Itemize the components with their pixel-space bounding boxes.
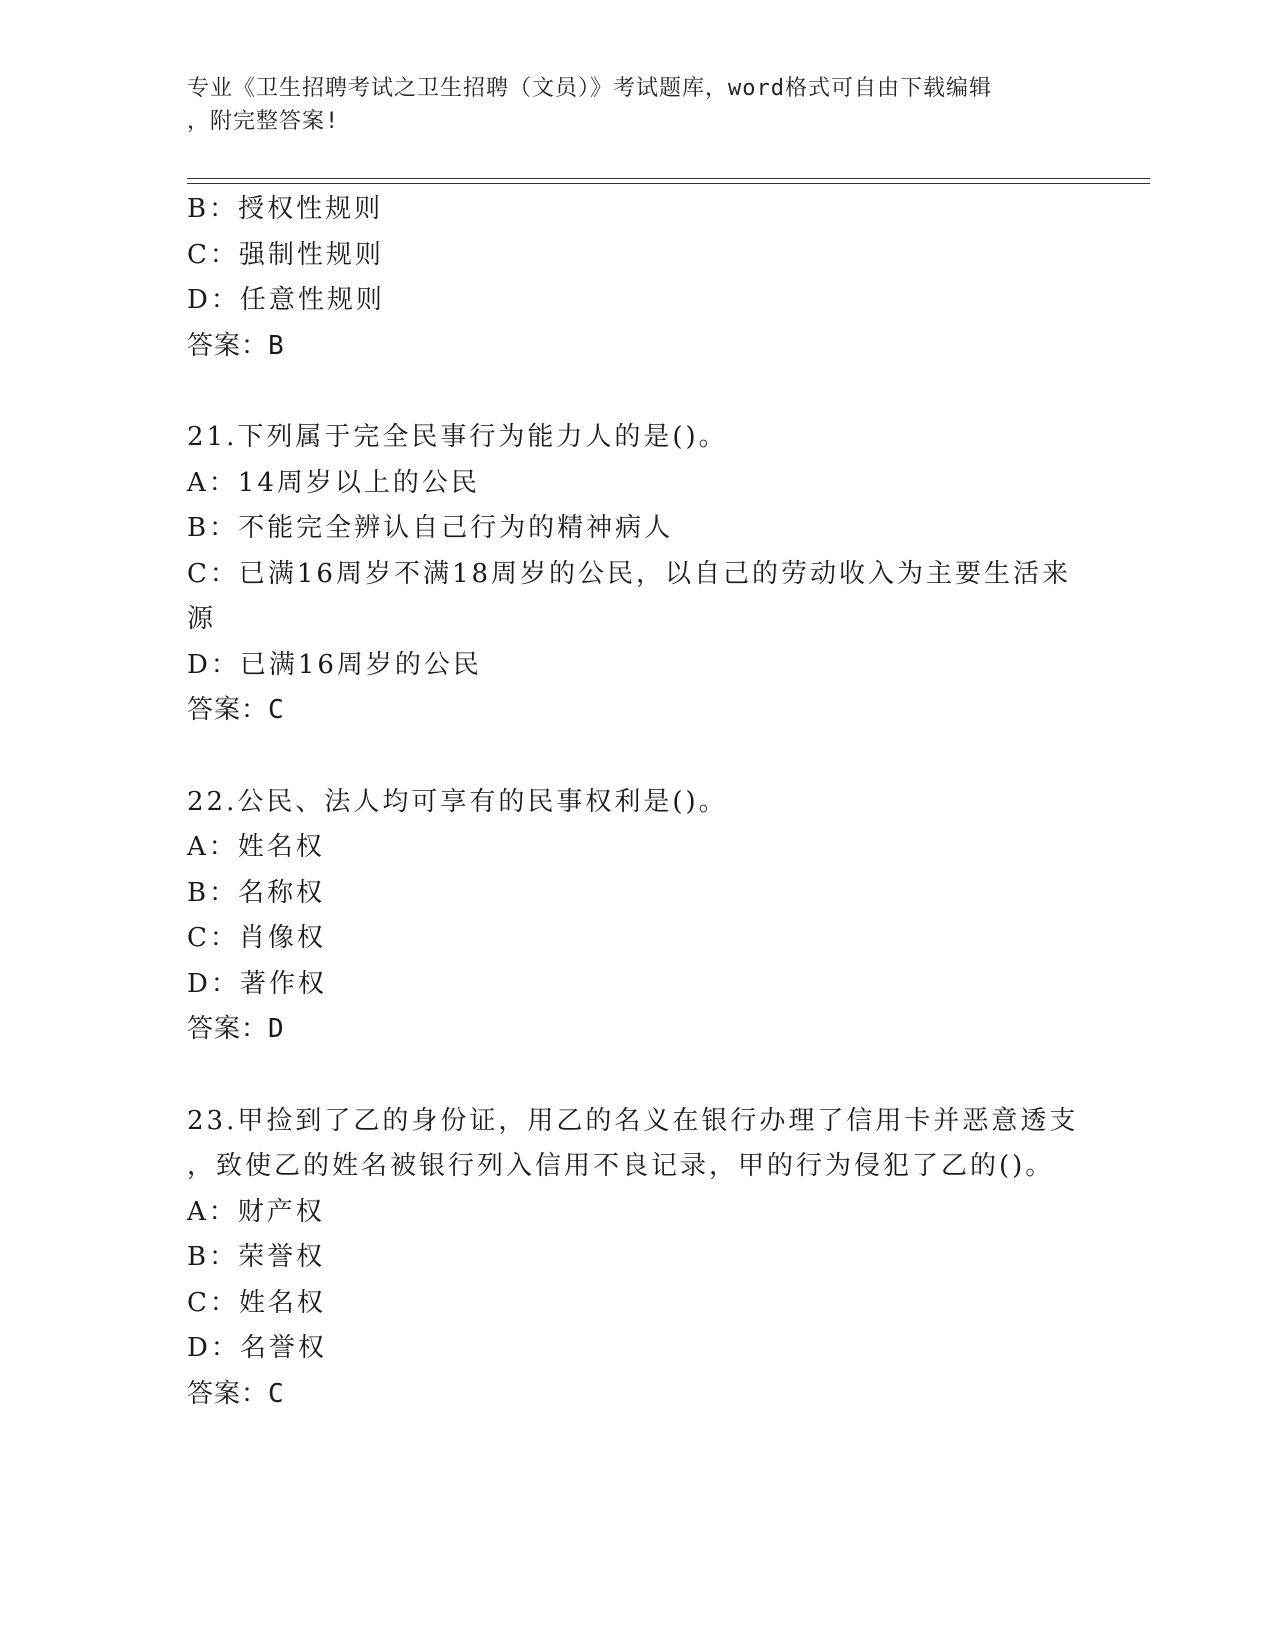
option-d: D：著作权 bbox=[187, 968, 327, 999]
option-c: C：姓名权 bbox=[187, 1287, 326, 1318]
question-stem: 22.公民、法人均可享有的民事权利是()。 bbox=[187, 786, 728, 817]
option-c-continuation: 源 bbox=[187, 604, 217, 634]
answer-line: 答案：C bbox=[187, 1378, 285, 1409]
question-block-prev bbox=[187, 187, 1087, 369]
option-a: A：14周岁以上的公民 bbox=[187, 467, 480, 498]
option-d: D：名誉权 bbox=[187, 1333, 327, 1363]
question-spacer bbox=[187, 734, 1087, 780]
question-block-21 bbox=[187, 415, 1087, 734]
question-list bbox=[187, 187, 1087, 1417]
header-divider-top bbox=[187, 178, 1150, 179]
option-b: B：不能完全辨认自己行为的精神病人 bbox=[187, 513, 674, 543]
answer-line: 答案：B bbox=[187, 330, 285, 361]
document-header bbox=[187, 72, 1087, 138]
answer-line: 答案：D bbox=[187, 1014, 285, 1044]
question-stem: 23.甲捡到了乙的身份证，用乙的名义在银行办理了信用卡并恶意透支 bbox=[187, 1105, 1079, 1136]
header-line-2: ，附完整答案! bbox=[187, 109, 340, 134]
option-c: C：已满16周岁不满18周岁的公民，以自己的劳动收入为主要生活来 bbox=[187, 558, 1072, 589]
option-d: D：已满16周岁的公民 bbox=[187, 649, 482, 680]
answer-line: 答案：C bbox=[187, 695, 285, 725]
option-a: A：财产权 bbox=[187, 1196, 325, 1227]
question-stem: 21.下列属于完全民事行为能力人的是()。 bbox=[187, 422, 728, 452]
question-spacer bbox=[187, 1053, 1087, 1099]
question-stem-continuation: ，致使乙的姓名被银行列入信用不良记录，甲的行为侵犯了乙的()。 bbox=[187, 1151, 1055, 1181]
question-spacer bbox=[187, 369, 1087, 415]
option-b: B：荣誉权 bbox=[187, 1242, 326, 1272]
option-c: C：强制性规则 bbox=[187, 239, 384, 270]
option-d: D：任意性规则 bbox=[187, 285, 385, 315]
header-line-1: 专业《卫生招聘考试之卫生招聘（文员）》考试题库，word格式可自由下载编辑 bbox=[187, 76, 992, 101]
option-c: C：肖像权 bbox=[187, 923, 326, 953]
option-b: B：授权性规则 bbox=[187, 194, 384, 224]
option-a: A：姓名权 bbox=[187, 832, 325, 862]
header-divider-bottom bbox=[187, 183, 1150, 184]
option-b: B：名称权 bbox=[187, 877, 326, 908]
question-block-22 bbox=[187, 780, 1087, 1053]
question-block-23 bbox=[187, 1099, 1087, 1418]
